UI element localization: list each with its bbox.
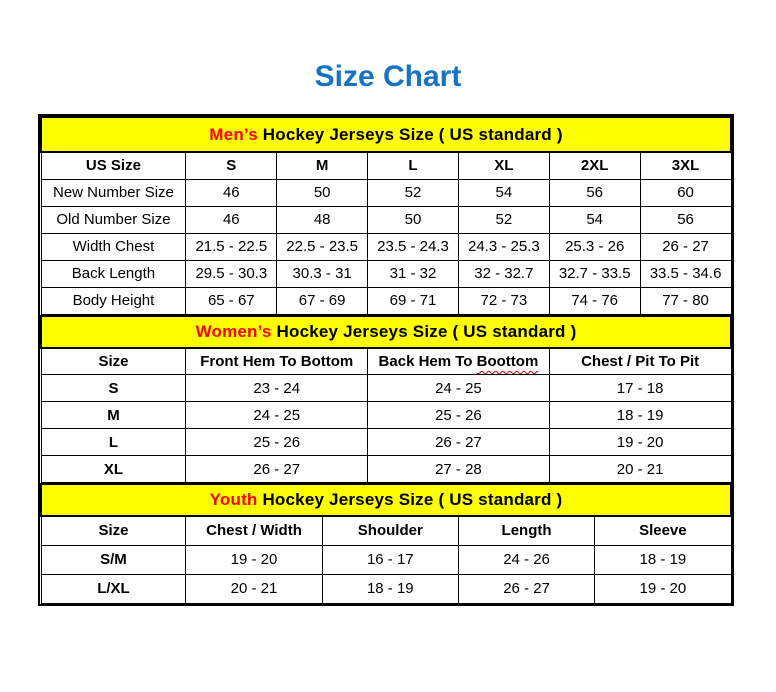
mens-size-value: 23.5 - 24.3 (368, 233, 459, 260)
womens-column-header: Chest / Pit To Pit (549, 348, 731, 375)
mens-table-row (41, 179, 731, 206)
mens-size-value: 77 - 80 (640, 287, 731, 314)
womens-section-highlight: Women’s (195, 321, 272, 341)
youth-column-header: Shoulder (322, 516, 458, 545)
mens-size-value: 74 - 76 (549, 287, 640, 314)
mens-size-value: 67 - 69 (277, 287, 368, 314)
mens-size-value: 46 (186, 179, 277, 206)
youth-section-title: Hockey Jerseys Size ( US standard ) (257, 490, 563, 509)
mens-size-value: 25.3 - 26 (549, 233, 640, 260)
mens-table-row (41, 233, 731, 260)
womens-row-label: S (41, 375, 186, 402)
mens-size-value: 69 - 71 (368, 287, 459, 314)
mens-column-header: M (277, 152, 368, 179)
womens-table-row (41, 402, 731, 429)
womens-column-header-misspelled-word: Boottom (476, 352, 539, 370)
mens-size-value: 32.7 - 33.5 (549, 260, 640, 287)
womens-row-label: M (41, 402, 186, 429)
womens-column-header: Front Hem To Bottom (186, 348, 368, 375)
mens-size-value: 48 (277, 206, 368, 233)
mens-table-row (41, 260, 731, 287)
womens-column-header (368, 348, 550, 375)
mens-size-value: 50 (368, 206, 459, 233)
mens-size-value: 46 (186, 206, 277, 233)
womens-size-value: 19 - 20 (549, 429, 731, 456)
mens-row-label: Body Height (41, 287, 186, 314)
mens-size-value: 72 - 73 (458, 287, 549, 314)
womens-size-value: 26 - 27 (368, 429, 550, 456)
womens-size-table (40, 315, 732, 484)
mens-row-label: New Number Size (41, 179, 186, 206)
womens-size-value: 17 - 18 (549, 375, 731, 402)
youth-size-table (40, 483, 732, 604)
mens-size-value: 22.5 - 23.5 (277, 233, 368, 260)
mens-row-label: Back Length (41, 260, 186, 287)
youth-table-row (41, 574, 731, 603)
womens-section-title: Hockey Jerseys Size ( US standard ) (271, 321, 577, 341)
mens-size-value: 54 (458, 179, 549, 206)
womens-row-label: XL (41, 456, 186, 483)
mens-row-label: Width Chest (41, 233, 186, 260)
mens-table-row (41, 206, 731, 233)
womens-size-value: 24 - 25 (368, 375, 550, 402)
mens-size-value: 30.3 - 31 (277, 260, 368, 287)
size-chart-tables (38, 114, 734, 606)
womens-size-value: 27 - 28 (368, 456, 550, 483)
youth-size-value: 19 - 20 (186, 545, 322, 574)
mens-size-value: 21.5 - 22.5 (186, 233, 277, 260)
womens-column-header: Size (41, 348, 186, 375)
mens-size-value: 52 (458, 206, 549, 233)
mens-size-value: 50 (277, 179, 368, 206)
mens-size-value: 31 - 32 (368, 260, 459, 287)
mens-column-header: 2XL (549, 152, 640, 179)
womens-size-value: 26 - 27 (186, 456, 368, 483)
womens-table-row (41, 429, 731, 456)
mens-row-label: Old Number Size (41, 206, 186, 233)
youth-table-row (41, 545, 731, 574)
youth-row-label: S/M (41, 545, 186, 574)
mens-size-table (40, 116, 732, 315)
youth-size-value: 24 - 26 (458, 545, 594, 574)
womens-size-value: 25 - 26 (186, 429, 368, 456)
mens-section-title: Hockey Jerseys Size ( US standard ) (257, 124, 563, 144)
mens-column-header: XL (458, 152, 549, 179)
youth-column-header: Sleeve (595, 516, 731, 545)
mens-size-value: 29.5 - 30.3 (186, 260, 277, 287)
youth-column-header: Chest / Width (186, 516, 322, 545)
womens-size-value: 20 - 21 (549, 456, 731, 483)
youth-column-header: Length (458, 516, 594, 545)
womens-table-row (41, 456, 731, 483)
youth-size-value: 18 - 19 (595, 545, 731, 574)
mens-size-value: 52 (368, 179, 459, 206)
mens-size-value: 24.3 - 25.3 (458, 233, 549, 260)
mens-column-header: S (186, 152, 277, 179)
womens-section-header (41, 316, 731, 348)
youth-column-header: Size (41, 516, 186, 545)
mens-size-value: 33.5 - 34.6 (640, 260, 731, 287)
mens-column-header: L (368, 152, 459, 179)
womens-size-value: 23 - 24 (186, 375, 368, 402)
womens-size-value: 18 - 19 (549, 402, 731, 429)
mens-size-value: 56 (640, 206, 731, 233)
youth-size-value: 26 - 27 (458, 574, 594, 603)
mens-size-value: 60 (640, 179, 731, 206)
youth-size-value: 20 - 21 (186, 574, 322, 603)
mens-size-value: 26 - 27 (640, 233, 731, 260)
mens-section-header (41, 117, 731, 152)
page-title: Size Chart (314, 60, 462, 93)
youth-size-value: 18 - 19 (322, 574, 458, 603)
mens-size-value: 32 - 32.7 (458, 260, 549, 287)
mens-size-value: 54 (549, 206, 640, 233)
womens-row-label: L (41, 429, 186, 456)
youth-section-header (41, 484, 731, 516)
youth-size-value: 19 - 20 (595, 574, 731, 603)
youth-row-label: L/XL (41, 574, 186, 603)
mens-size-value: 56 (549, 179, 640, 206)
mens-column-header: US Size (41, 152, 186, 179)
mens-size-value: 65 - 67 (186, 287, 277, 314)
mens-section-highlight: Men’s (209, 124, 258, 144)
mens-column-header: 3XL (640, 152, 731, 179)
mens-table-row (41, 287, 731, 314)
womens-table-row (41, 375, 731, 402)
womens-size-value: 24 - 25 (186, 402, 368, 429)
youth-size-value: 16 - 17 (322, 545, 458, 574)
womens-size-value: 25 - 26 (368, 402, 550, 429)
youth-section-highlight: Youth (209, 490, 258, 509)
womens-column-header-text: Back Hem To (378, 352, 477, 370)
